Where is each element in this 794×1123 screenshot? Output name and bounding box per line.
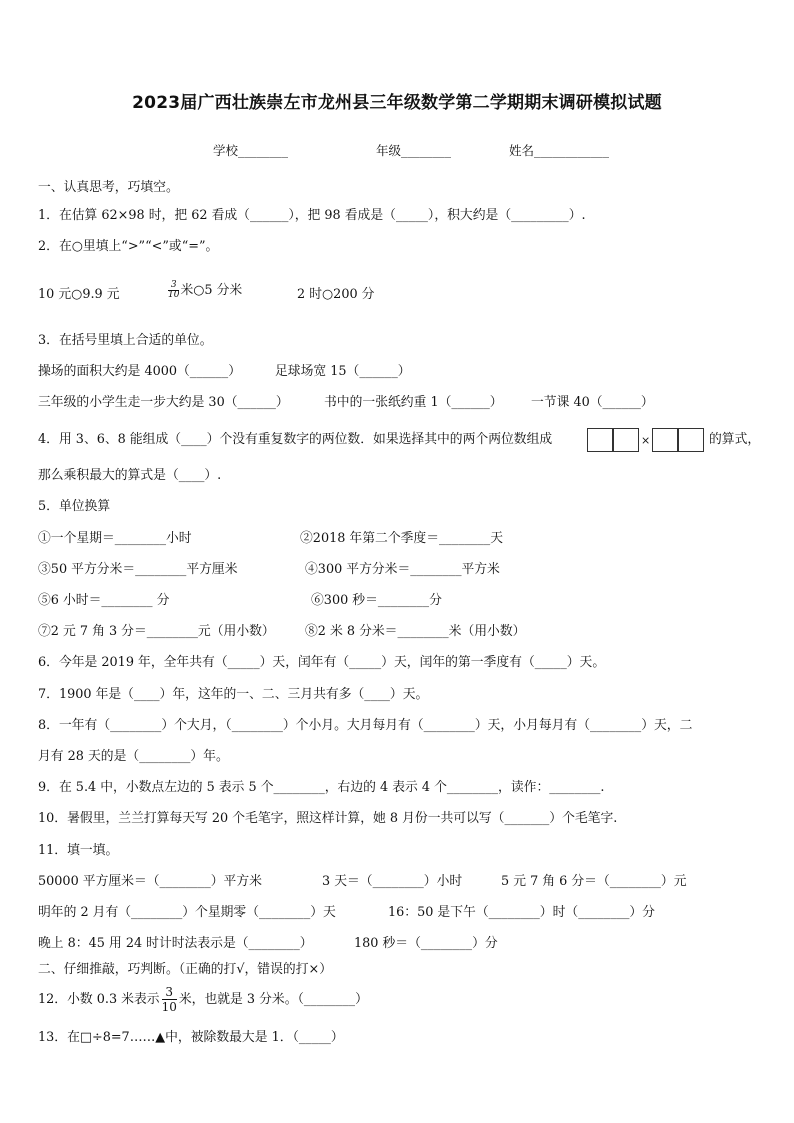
question-5: 5．单位换算 — [38, 499, 111, 514]
q12-fraction: $\frac{3}{10}$ — [161, 985, 177, 1014]
answer-box — [613, 428, 639, 452]
q5-item-1: ①一个星期＝________小时 — [38, 531, 192, 546]
q5-item-7: ⑦2 元 7 角 3 分＝________元（用小数） — [38, 624, 275, 639]
q11-item-2: 3 天＝（________）小时 — [322, 874, 463, 889]
q5-item-6: ⑥300 秒＝________分 — [311, 593, 442, 608]
question-4-tail: 的算式， — [709, 432, 761, 447]
q11-item-1: 50000 平方厘米＝（________）平方米 — [38, 874, 262, 889]
question-11: 11．填一填。 — [38, 843, 119, 858]
question-12: 12．小数 0.3 米表示 $\frac{3}{10}$ 米，也就是 3 分米。（________） — [38, 985, 368, 1014]
q2-item-a: 10 元○9.9 元 — [38, 287, 120, 302]
q11-item-7: 180 秒＝（________）分 — [354, 936, 498, 951]
q3-item-4: 书中的一张纸约重 1（______） — [324, 395, 503, 410]
question-6: 6．今年是 2019 年，全年共有（_____）天，闰年有（_____）天，闰年的第一季度有（_____）天。 — [38, 655, 606, 670]
q4-multiplication-boxes — [587, 428, 704, 452]
section-1-heading: 一、认真思考，巧填空。 — [38, 180, 179, 195]
question-10: 10．暑假里，兰兰打算每天写 20 个毛笔字，照这样计算，她 8 月份一共可以写（_______）个毛笔字. — [38, 811, 618, 826]
question-2: 2．在○里填上“>”“<”或“=”。 — [38, 239, 219, 254]
answer-box — [678, 428, 704, 452]
q5-item-3: ③50 平方分米＝________平方厘米 — [38, 562, 238, 577]
q11-item-6: 晚上 8：45 用 24 时计时法表示是（________） — [38, 936, 313, 951]
page-title: 2023届广西壮族崇左市龙州县三年级数学第二学期期末调研模拟试题 — [132, 93, 662, 113]
q2-item-b: $\frac{3}{10}$ 米○5 分米 — [168, 280, 243, 300]
q2-item-c: 2 时○200 分 — [297, 287, 375, 302]
q3-item-5: 一节课 40（______） — [531, 395, 654, 410]
question-3: 3．在括号里填上合适的单位。 — [38, 333, 213, 348]
q11-item-5: 16：50 是下午（________）时（________）分 — [388, 905, 655, 920]
question-4: 4．用 3、6、8 能组成（____）个没有重复数字的两位数．如果选择其中的两个两位数组成 — [38, 432, 553, 447]
question-13: 13．在□÷8=7……▲中，被除数最大是 1．（_____） — [38, 1030, 344, 1045]
q2-fraction: $\frac{3}{10}$ — [168, 280, 180, 300]
grade-field: 年级________ — [376, 143, 452, 158]
section-2-heading: 二、仔细推敲，巧判断。（正确的打√，错误的打×） — [38, 962, 333, 977]
q5-item-4: ④300 平方分米＝________平方米 — [305, 562, 500, 577]
answer-box — [652, 428, 678, 452]
q5-item-8: ⑧2 米 8 分米＝________米（用小数） — [305, 624, 526, 639]
question-9: 9．在 5.4 中，小数点左边的 5 表示 5 个________，右边的 4 表示 4 个________，读作：________. — [38, 780, 605, 795]
q3-item-2: 足球场宽 15（______） — [275, 364, 411, 379]
school-field: 学校________ — [213, 143, 289, 158]
q11-item-4: 明年的 2 月有（________）个星期零（________）天 — [38, 905, 336, 920]
q5-item-2: ②2018 年第二个季度＝________天 — [300, 531, 503, 546]
q11-item-3: 5 元 7 角 6 分＝（________）元 — [501, 874, 687, 889]
question-4-line-2: 那么乘积最大的算式是（____）. — [38, 468, 222, 483]
times-sign: × — [641, 433, 651, 447]
q3-item-1: 操场的面积大约是 4000（______） — [38, 364, 241, 379]
q3-item-3: 三年级的小学生走一步大约是 30（______） — [38, 395, 289, 410]
q5-item-5: ⑤6 小时＝________ 分 — [38, 593, 170, 608]
name-field: 姓名____________ — [509, 143, 610, 158]
answer-box — [587, 428, 613, 452]
question-8-line-2: 月有 28 天的是（________）年。 — [38, 749, 229, 764]
question-1: 1．在估算 62×98 时，把 62 看成（______），把 98 看成是（_____），积大约是（_________）. — [38, 208, 586, 223]
question-7: 7．1900 年是（____）年，这年的一、二、三月共有多（____）天。 — [38, 687, 429, 702]
question-8: 8．一年有（________）个大月，（________）个小月。大月每月有（________）天，小月每月有（________）天，二 — [38, 718, 693, 733]
